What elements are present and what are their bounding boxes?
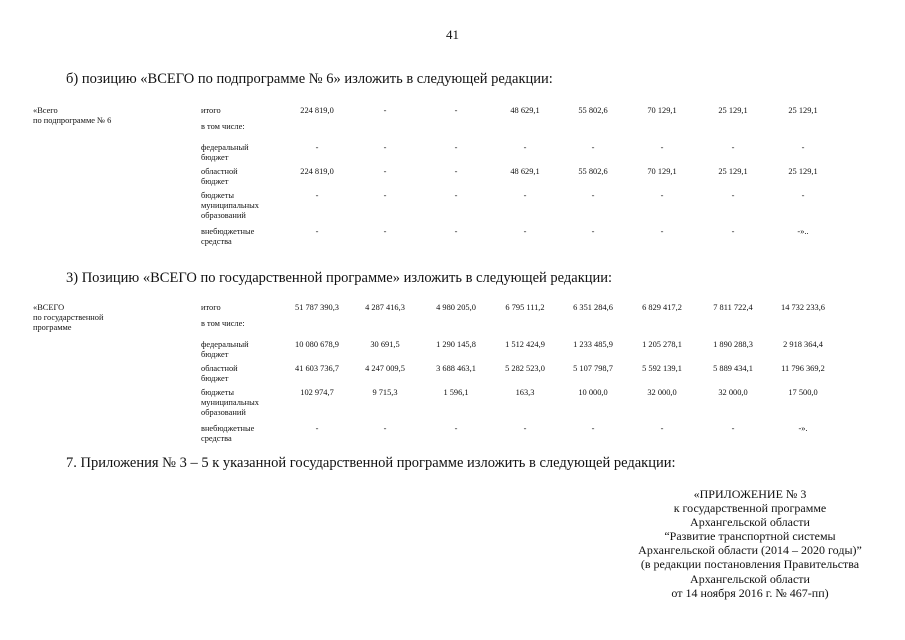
value-cell: 11 796 369,2 — [781, 364, 825, 373]
value-cell: - — [383, 167, 387, 176]
value-cell: - — [454, 227, 458, 236]
appendix-header — [600, 487, 900, 600]
sub-label: в том числе: — [201, 319, 245, 328]
value-cell: 2 918 364,4 — [783, 340, 823, 349]
value-cell: 48 629,1 — [510, 167, 540, 176]
row-category — [201, 106, 281, 116]
row-category-line: федеральный — [201, 143, 249, 152]
value-cell: - — [523, 424, 527, 433]
value-cell: 41 603 736,7 — [295, 364, 339, 373]
value-cell: 224 819,0 — [300, 106, 334, 115]
value-cell: 5 889 434,1 — [713, 364, 753, 373]
value-cell: 55 802,6 — [578, 106, 608, 115]
value-cell: 1 596,1 — [443, 388, 469, 397]
table-label — [33, 106, 173, 126]
row-category — [201, 227, 281, 247]
value-cell: 163,3 — [515, 388, 535, 397]
row-category-line: итого — [201, 303, 221, 312]
value-cell: - — [731, 424, 735, 433]
row-category-line: федеральный — [201, 340, 249, 349]
value-cell: - — [383, 143, 387, 152]
value-cell: 48 629,1 — [510, 106, 540, 115]
row-category-line: муниципальных — [201, 398, 259, 407]
value-cell: - — [660, 143, 664, 152]
sub-label: в том числе: — [201, 122, 245, 131]
value-cell: -».. — [797, 227, 809, 236]
value-cell: - — [315, 191, 319, 200]
row-category — [201, 191, 281, 221]
value-cell: 25 129,1 — [788, 167, 818, 176]
row-category-line: бюджеты — [201, 191, 235, 200]
value-cell: 6 795 111,2 — [505, 303, 545, 312]
value-cell: - — [454, 106, 458, 115]
row-category — [201, 143, 281, 163]
value-cell: - — [315, 424, 319, 433]
value-cell: - — [454, 424, 458, 433]
value-cell: - — [383, 191, 387, 200]
table-label-line: «Всего — [33, 106, 58, 115]
table-label-line: по государственной — [33, 313, 104, 322]
value-cell: - — [801, 191, 805, 200]
value-cell: 25 129,1 — [718, 167, 748, 176]
row-category-line: внебюджетные — [201, 227, 255, 236]
heading-subprogram-6: б) позицию «ВСЕГО по подпрограмме № 6» изложить в следующей редакции: — [66, 71, 553, 87]
value-cell: 17 500,0 — [788, 388, 818, 397]
row-category-line: образований — [201, 211, 246, 220]
appendix-line: «ПРИЛОЖЕНИЕ № 3 — [693, 487, 807, 501]
value-cell: 224 819,0 — [300, 167, 334, 176]
heading-state-program: 3) Позицию «ВСЕГО по государственной программе» изложить в следующей редакции: — [66, 270, 613, 286]
row-category — [201, 364, 281, 384]
row-category-line: бюджет — [201, 374, 229, 383]
value-cell: 55 802,6 — [578, 167, 608, 176]
value-cell: - — [591, 143, 595, 152]
value-cell: 14 732 233,6 — [781, 303, 825, 312]
value-cell: - — [383, 227, 387, 236]
table-label-line: «ВСЕГО — [33, 303, 65, 312]
value-cell: 1 205 278,1 — [642, 340, 682, 349]
value-cell: 9 715,3 — [372, 388, 398, 397]
value-cell: 3 688 463,1 — [436, 364, 476, 373]
row-category-line: областной — [201, 364, 238, 373]
row-category — [201, 303, 281, 313]
appendix-line: к государственной программе — [673, 501, 827, 516]
value-cell: 25 129,1 — [788, 106, 818, 115]
appendix-line: “Развитие транспортной системы — [664, 529, 836, 544]
value-cell: 30 691,5 — [370, 340, 400, 349]
row-category-line: внебюджетные — [201, 424, 255, 433]
value-cell: - — [383, 424, 387, 433]
value-cell: - — [660, 227, 664, 236]
table-label-line: программе — [33, 323, 72, 332]
value-cell: - — [523, 227, 527, 236]
row-category-line: бюджет — [201, 153, 229, 162]
row-category-line: итого — [201, 106, 221, 115]
value-cell: 1 290 145,8 — [436, 340, 476, 349]
value-cell: - — [660, 424, 664, 433]
value-cell: 1 233 485,9 — [573, 340, 613, 349]
appendix-line: от 14 ноября 2016 г. № 467-пп) — [671, 585, 829, 600]
value-cell: 5 282 523,0 — [505, 364, 545, 373]
row-category-line: муниципальных — [201, 201, 259, 210]
value-cell: 32 000,0 — [647, 388, 677, 397]
value-cell: 1 512 424,9 — [505, 340, 545, 349]
table-label-line: по подпрограмме № 6 — [33, 116, 112, 125]
value-cell: - — [383, 106, 387, 115]
value-cell: - — [731, 191, 735, 200]
row-category-line: бюджет — [201, 177, 229, 186]
appendix-line: Архангельской области — [690, 515, 810, 530]
row-category-line: бюджеты — [201, 388, 235, 397]
value-cell: - — [523, 191, 527, 200]
row-category-line: средства — [201, 237, 232, 246]
row-category-line: образований — [201, 408, 246, 417]
row-category-line: областной — [201, 167, 238, 176]
value-cell: - — [454, 143, 458, 152]
appendix-line: Архангельской области (2014 – 2020 годы)” — [638, 543, 862, 558]
value-cell: 102 974,7 — [300, 388, 334, 397]
appendix-line: Архангельской области — [690, 571, 810, 586]
appendix-line: (в редакции постановления Правительства — [640, 557, 860, 572]
value-cell: 10 000,0 — [578, 388, 608, 397]
value-cell: 6 351 284,6 — [573, 303, 613, 312]
value-cell: 51 787 390,3 — [295, 303, 339, 312]
page-number: 41 — [446, 27, 459, 42]
value-cell: -». — [798, 424, 808, 433]
row-category — [201, 424, 281, 444]
value-cell: 5 107 798,7 — [573, 364, 613, 373]
row-category-line: средства — [201, 434, 232, 443]
value-cell: 70 129,1 — [647, 167, 677, 176]
heading-appendices: 7. Приложения № 3 – 5 к указанной государственной программе изложить в следующей редакции: — [66, 455, 676, 471]
row-category — [201, 388, 281, 418]
value-cell: 7 811 722,4 — [713, 303, 753, 312]
value-cell: 5 592 139,1 — [642, 364, 682, 373]
value-cell: - — [731, 227, 735, 236]
value-cell: - — [591, 191, 595, 200]
value-cell: 70 129,1 — [647, 106, 677, 115]
value-cell: - — [731, 143, 735, 152]
table-label — [33, 303, 173, 333]
value-cell: 6 829 417,2 — [642, 303, 682, 312]
value-cell: 1 890 288,3 — [713, 340, 753, 349]
value-cell: - — [591, 227, 595, 236]
value-cell: 10 080 678,9 — [295, 340, 339, 349]
value-cell: - — [315, 227, 319, 236]
value-cell: - — [454, 167, 458, 176]
value-cell: - — [801, 143, 805, 152]
value-cell: - — [315, 143, 319, 152]
value-cell: - — [591, 424, 595, 433]
value-cell: - — [454, 191, 458, 200]
value-cell: 25 129,1 — [718, 106, 748, 115]
row-category-line: бюджет — [201, 350, 229, 359]
value-cell: 32 000,0 — [718, 388, 748, 397]
value-cell: 4 980 205,0 — [436, 303, 476, 312]
value-cell: 4 247 009,5 — [365, 364, 405, 373]
row-category — [201, 340, 281, 360]
value-cell: - — [660, 191, 664, 200]
value-cell: - — [523, 143, 527, 152]
row-category — [201, 167, 281, 187]
value-cell: 4 287 416,3 — [365, 303, 405, 312]
